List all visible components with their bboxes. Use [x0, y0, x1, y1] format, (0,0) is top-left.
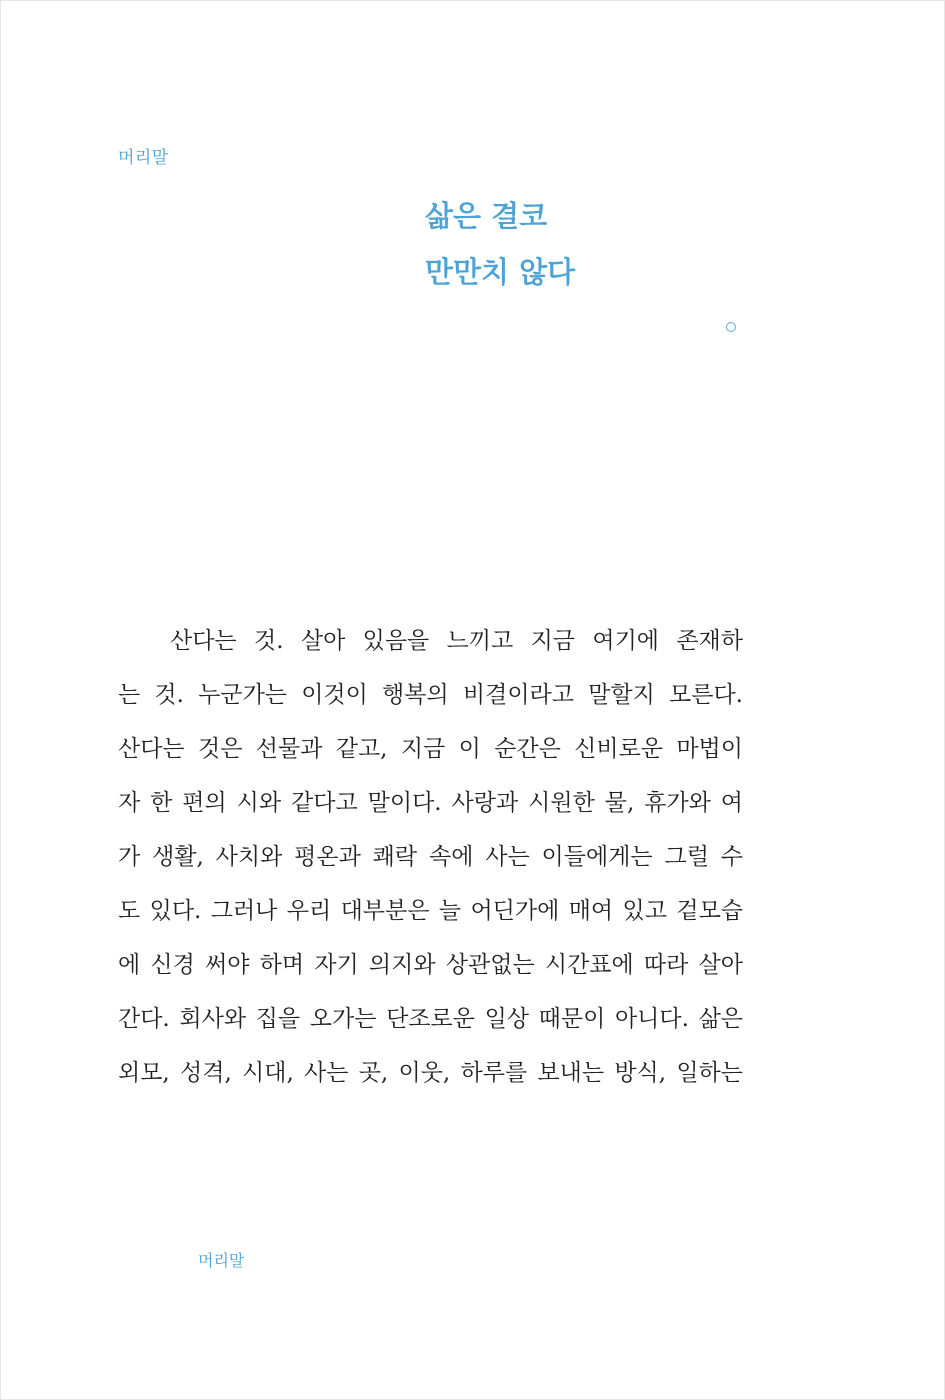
body-line: 자 한 편의 시와 같다고 말이다. 사랑과 시원한 물, 휴가와 여: [118, 790, 743, 816]
body-line: 는 것. 누군가는 이것이 행복의 비결이라고 말할지 모른다.: [118, 682, 743, 708]
chapter-title-line-2: 만만치 않다: [425, 255, 576, 289]
body-line: 외모, 성격, 시대, 사는 곳, 이웃, 하루를 보내는 방식, 일하는: [118, 1060, 743, 1086]
body-line: 간다. 회사와 집을 오가는 단조로운 일상 때문이 아니다. 삶은: [118, 1006, 743, 1032]
body-paragraph: [118, 614, 743, 1100]
body-line: 도 있다. 그러나 우리 대부분은 늘 어딘가에 매여 있고 겉모습: [118, 898, 743, 924]
body-line: 가 생활, 사치와 평온과 쾌락 속에 사는 이들에게는 그럴 수: [118, 844, 743, 870]
section-label: 머리말: [118, 148, 169, 168]
chapter-title: [425, 188, 575, 300]
body-line: 산다는 것은 선물과 같고, 지금 이 순간은 신비로운 마법이: [118, 736, 743, 762]
body-line: 산다는 것. 살아 있음을 느끼고 지금 여기에 존재하: [170, 628, 743, 654]
running-footer: 머리말: [198, 1251, 245, 1270]
body-line: 에 신경 써야 하며 자기 의지와 상관없는 시간표에 따라 살아: [118, 952, 743, 978]
circle-ornament-icon: [726, 322, 736, 332]
chapter-title-line-1: 삶은 결코: [425, 199, 548, 233]
